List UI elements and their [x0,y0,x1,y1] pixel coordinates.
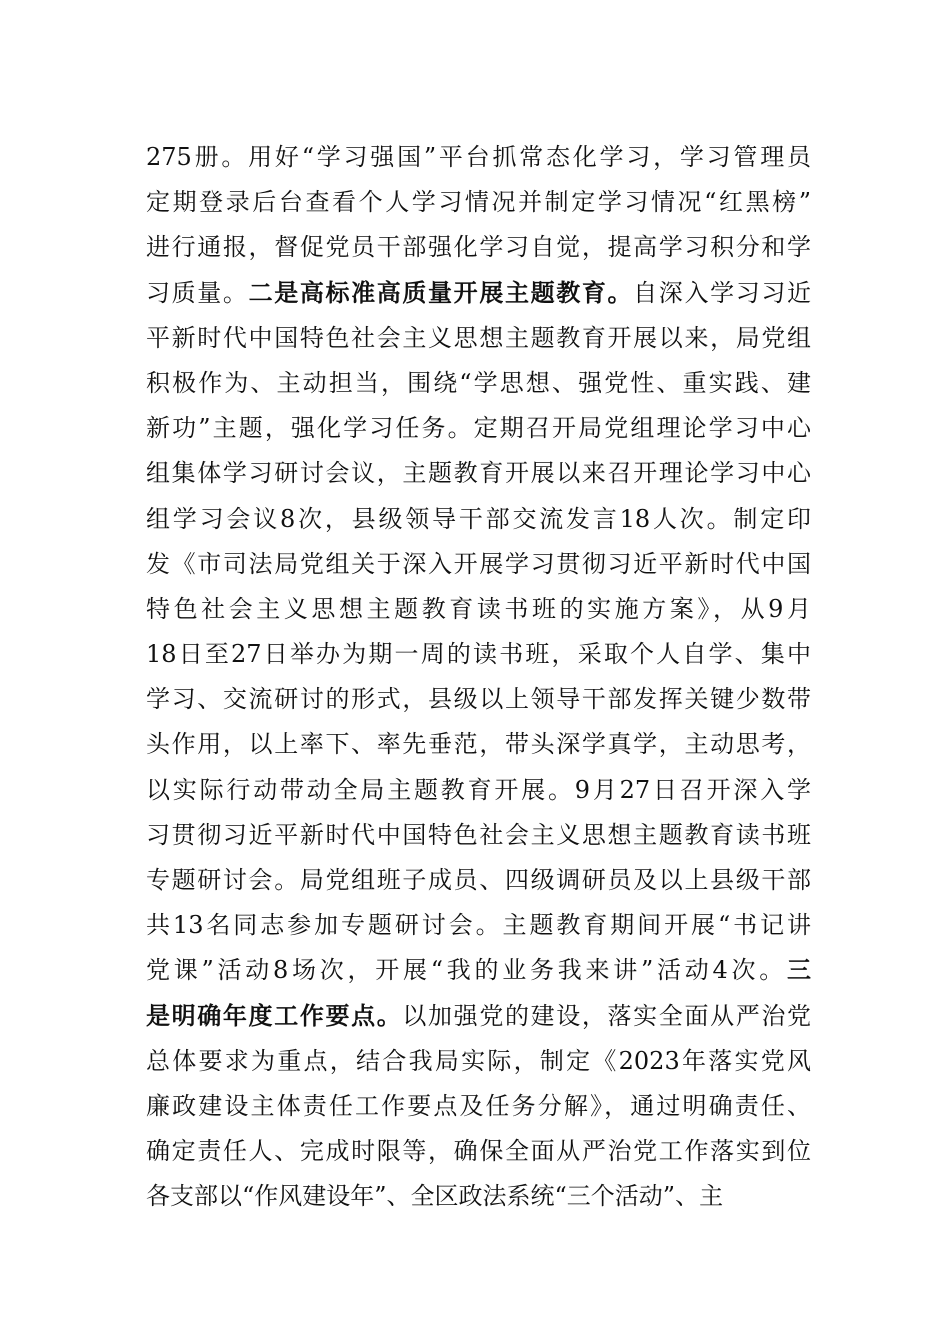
text-line [146,768,811,813]
body-text-run: 进行通报，督促党员干部强化学习自觉，提高学习积分和学 [146,233,811,262]
body-text-run: 总体要求为重点，结合我局实际，制定《2023年落实党风 [146,1046,811,1075]
body-text-run: 组学习会议8次，县级领导干部交流发言18人次。制定印 [146,504,811,533]
body-text-run: 各支部以“作风建设年”、全区政法系统“三个活动”、主 [146,1182,724,1211]
text-line [146,1174,811,1219]
text-line [146,677,811,722]
text-line [146,271,811,316]
text-line [146,632,811,677]
body-text-run: 以实际行动带动全局主题教育开展。9月27日召开深入学 [146,775,811,804]
bold-heading-text: 是明确年度工作要点。 [146,1001,403,1030]
text-line [146,451,811,496]
text-line [146,722,811,767]
text-line [146,1084,811,1129]
text-line [146,361,811,406]
text-line [146,180,811,225]
body-text-run: 275册。用好“学习强国”平台抓常态化学习，学习管理员 [146,143,811,171]
body-text-run: 习贯彻习近平新时代中国特色社会主义思想主题教育读书班 [146,820,811,849]
body-text-run: 头作用，以上率下、率先垂范，带头深学真学，主动思考， [146,730,811,759]
bold-heading-text: 二是高标准高质量开展主题教育。 [248,278,634,307]
body-text-run: 发《市司法局党组关于深入开展学习贯彻习近平新时代中国 [146,549,811,578]
body-text-run: 定期登录后台查看个人学习情况并制定学习情况“红黑榜” [146,188,811,217]
body-text-run: 积极作为、主动担当，围绕“学思想、强党性、重实践、建 [146,368,811,397]
bold-heading-text: 三 [787,956,811,985]
text-line [146,1129,811,1174]
text-line [146,1039,811,1084]
body-text-run: 确定责任人、完成时限等，确保全面从严治党工作落实到位 [146,1137,811,1166]
body-text-run: 专题研讨会。局党组班子成员、四级调研员及以上县级干部 [146,866,811,894]
text-line [146,587,811,632]
body-text-run: 新功”主题，强化学习任务。定期召开局党组理论学习中心 [146,414,811,443]
body-text-run: 学习、交流研讨的形式，县级以上领导干部发挥关键少数带 [146,685,811,714]
body-text [146,135,811,1220]
body-text-run: 18日至27日举办为期一周的读书班，采取个人自学、集中 [146,640,811,669]
body-text-run: 党课”活动8场次，开展“我的业务我来讲”活动4次。 [146,956,787,985]
body-text-run: 共13名同志参加专题研讨会。主题教育期间开展“书记讲 [146,911,811,940]
text-line [146,225,811,270]
body-text-run: 组集体学习研讨会议，主题教育开展以来召开理论学习中心 [146,459,811,488]
text-line [146,903,811,948]
body-text-run: 特色社会主义思想主题教育读书班的实施方案》，从9月 [146,594,811,623]
body-text-run: 平新时代中国特色社会主义思想主题教育开展以来，局党组 [146,323,811,352]
text-line [146,316,811,361]
text-line [146,497,811,542]
body-text-run: 习质量。 [146,278,249,307]
text-line [146,542,811,587]
text-line [146,135,811,180]
text-line [146,813,811,858]
body-text-run: 自深入学习习近 [633,278,812,307]
text-line [146,948,811,993]
text-line [146,406,811,451]
body-text-run: 以加强党的建设，落实全面从严治党 [402,1001,812,1030]
text-line [146,858,811,903]
text-line [146,994,811,1039]
body-text-run: 廉政建设主体责任工作要点及任务分解》，通过明确责任、 [146,1091,811,1120]
